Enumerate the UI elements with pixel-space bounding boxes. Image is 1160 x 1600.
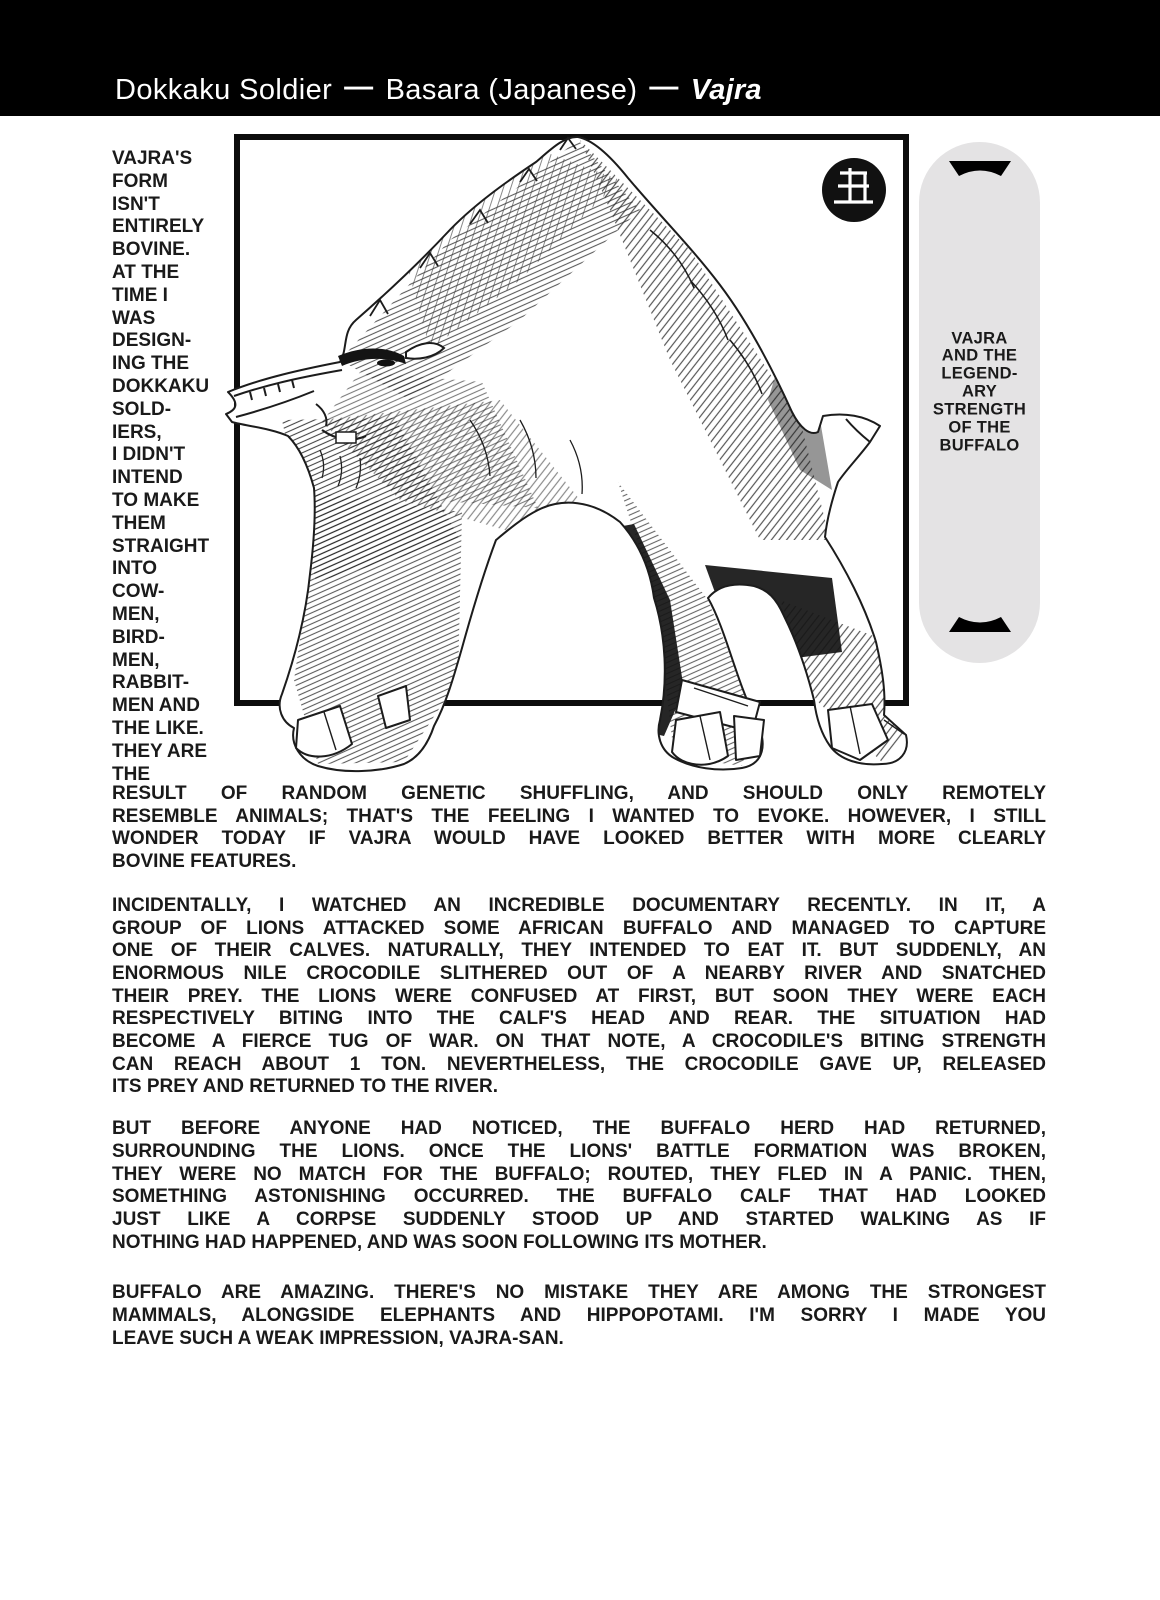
page-title — [115, 71, 762, 107]
vajra-creature — [226, 137, 907, 771]
zodiac-seal-icon — [822, 158, 886, 222]
text-line: MEN, — [112, 603, 160, 625]
text-line: ENTIRELY — [112, 216, 205, 238]
body-text — [112, 783, 1046, 1350]
text-line: RESULT OF RANDOM GENETIC SHUFFLING, AND SHOULD ONLY REMOTELY — [112, 783, 1046, 804]
text-line: FORM — [112, 170, 168, 192]
text-line: BOVINE. — [112, 239, 191, 261]
text-line: STRAIGHT — [112, 535, 210, 557]
text-line: ENORMOUS NILE CROCODILE SLITHERED OUT OF A NEARBY RIVER AND SNATCHED — [112, 962, 1046, 984]
text-line: RESEMBLE ANIMALS; THAT'S THE FEELING I WANTED TO EVOKE. HOWEVER, I STILL — [112, 805, 1046, 827]
text-line: BUFFALO ARE AMAZING. THERE'S NO MISTAKE THEY ARE AMONG THE STRONGEST — [112, 1282, 1046, 1304]
text-line: JUST LIKE A CORPSE SUDDENLY STOOD UP AND STARTED WALKING AS IF — [112, 1208, 1046, 1230]
sidebar-caption — [919, 330, 1040, 455]
text-line: AND THE — [941, 346, 1018, 365]
text-line: CAN REACH ABOUT 1 TON. NEVERTHELESS, THE CROCODILE GAVE UP, RELEASED — [112, 1053, 1046, 1075]
text-line: INCIDENTALLY, I WATCHED AN INCREDIBLE DOCUMENTARY RECENTLY. IN IT, A — [112, 894, 1046, 916]
text-line: NOTHING HAD HAPPENED, AND WAS SOON FOLLOWING ITS MOTHER. — [112, 1231, 767, 1253]
text-line: BUFFALO — [939, 436, 1020, 455]
title-monster-name: Dokkaku Soldier — [115, 74, 333, 106]
text-line: VAJRA — [951, 328, 1008, 347]
text-line: THEM — [112, 512, 166, 534]
text-line: OF THE — [948, 418, 1011, 437]
text-line: TO MAKE — [112, 489, 200, 511]
text-line: ISN'T — [112, 193, 160, 215]
paragraph — [112, 895, 1046, 1099]
text-line: INTO — [112, 558, 158, 580]
text-line: BIRD- — [112, 626, 165, 648]
text-line: ARY — [961, 382, 998, 401]
text-line: MEN, — [112, 649, 160, 671]
text-line: GROUP OF LIONS ATTACKED SOME AFRICAN BUFFALO AND MANAGED TO CAPTURE — [112, 917, 1046, 939]
text-line: THE — [112, 763, 150, 785]
text-line: VAJRA'S — [112, 148, 193, 169]
text-line: THEY ARE — [112, 740, 208, 762]
text-line: RESPECTIVELY BITING INTO THE CALF'S HEAD AND REAR. THE SITUATION HAD — [112, 1008, 1046, 1030]
text-line: WAS — [112, 307, 156, 329]
paragraph — [112, 1282, 1046, 1350]
text-line: BOVINE FEATURES. — [112, 851, 297, 873]
text-line: THEIR PREY. THE LIONS WERE CONFUSED AT FIRST, BUT SOON THEY WERE EACH — [112, 985, 1046, 1007]
text-line: SURROUNDING THE LIONS. ONCE THE LIONS' BATTLE FORMATION WAS BROKEN, — [112, 1140, 1046, 1162]
header-bar — [0, 0, 1160, 116]
text-line: BUT BEFORE ANYONE HAD NOTICED, THE BUFFALO HERD HAD RETURNED, — [112, 1118, 1046, 1140]
buffalo-illustration — [220, 120, 920, 780]
text-line: IERS, — [112, 421, 162, 443]
text-line: MAMMALS, ALONGSIDE ELEPHANTS AND HIPPOPOTAMI. I'M SORRY I MADE YOU — [112, 1305, 1046, 1327]
text-line: MEN AND — [112, 695, 200, 717]
text-line: ING THE — [112, 353, 190, 375]
text-line: DOKKAKU — [112, 375, 210, 397]
sidebar-capsule — [919, 142, 1040, 663]
text-line: RABBIT- — [112, 672, 190, 694]
text-line: ONE OF THEIR CALVES. NATURALLY, THEY INTENDED TO EAT IT. BUT SUDDENLY, AN — [112, 940, 1046, 962]
text-line: SOLD- — [112, 398, 172, 420]
text-line: THEY WERE NO MATCH FOR THE BUFFALO; ROUTED, THEY FLED IN A PANIC. THEN, — [112, 1163, 1046, 1185]
title-separator: — — [344, 71, 374, 103]
text-line: I DIDN'T — [112, 444, 186, 466]
text-line: THE LIKE. — [112, 717, 204, 739]
title-deity-name: Vajra — [690, 74, 762, 106]
text-line: BECOME A FIERCE TUG OF WAR. ON THAT NOTE, A CROCODILE'S BITING STRENGTH — [112, 1031, 1046, 1053]
bottom-bracket-icon — [948, 616, 1012, 633]
text-line: WONDER TODAY IF VAJRA WOULD HAVE LOOKED BETTER WITH MORE CLEARLY — [112, 828, 1046, 850]
text-line: STRENGTH — [932, 400, 1027, 419]
text-line: INTEND — [112, 467, 183, 489]
title-separator: — — [649, 71, 679, 103]
text-line: DESIGN- — [112, 330, 192, 352]
paragraph — [112, 1118, 1046, 1254]
text-line: ITS PREY AND RETURNED TO THE RIVER. — [112, 1076, 499, 1098]
text-line: TIME I — [112, 284, 168, 306]
paragraph — [112, 783, 1046, 874]
text-line: SOMETHING ASTONISHING OCCURRED. THE BUFFALO CALF THAT HAD LOOKED — [112, 1186, 1046, 1208]
text-line: COW- — [112, 581, 165, 603]
title-japanese-name: Basara (Japanese) — [385, 74, 638, 106]
text-line: LEGEND- — [941, 364, 1018, 383]
top-bracket-icon — [948, 160, 1012, 177]
text-line: AT THE — [112, 261, 180, 283]
text-line: LEAVE SUCH A WEAK IMPRESSION, VAJRA-SAN. — [112, 1327, 564, 1349]
